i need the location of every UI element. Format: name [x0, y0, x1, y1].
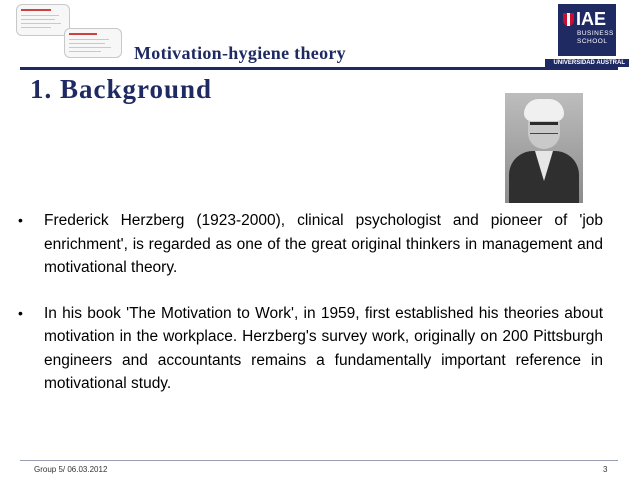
school-logo	[545, 4, 629, 68]
footer-divider	[20, 460, 618, 461]
slide-topic: Motivation-hygiene theory	[134, 43, 346, 63]
logo-strip	[545, 59, 629, 67]
thumbnail-box-motivation	[16, 4, 70, 36]
portrait-photo	[505, 93, 583, 203]
logo-subtitle: BUSINESS SCHOOL	[577, 30, 614, 45]
slide-heading: 1. Background	[30, 74, 213, 104]
bullet-item	[18, 209, 603, 280]
logo-strip-text: UNIVERSIDAD AUSTRAL	[553, 60, 625, 66]
thumbnail-box-hygiene	[64, 28, 122, 58]
bullet-text: Frederick Herzberg (1923-2000), clinical psychologist and pioneer of 'job enrichment', is regarded as one of the great original thinkers in management and motivational theory.	[44, 212, 603, 276]
logo-badge	[558, 4, 616, 56]
title-divider	[20, 67, 618, 70]
bullet-marker: •	[18, 212, 23, 228]
shield-icon	[563, 13, 574, 26]
bullet-marker: •	[18, 304, 23, 321]
page-number: 3	[603, 465, 608, 474]
logo-name: IAE	[576, 9, 607, 29]
footer-group-date: Group 5/ 06.03.2012	[34, 465, 108, 474]
bullet-text: In his book 'The Motivation to Work', in 1959, first established his theories about motivation in the workplace. Herzberg's survey work, originally on 200 Pittsburgh engineers and accountants remains a fundamentally important reference in motivational study.	[44, 304, 603, 392]
outline-thumbnail	[14, 4, 124, 56]
bullet-item	[18, 302, 603, 396]
bullet-list	[18, 209, 603, 418]
